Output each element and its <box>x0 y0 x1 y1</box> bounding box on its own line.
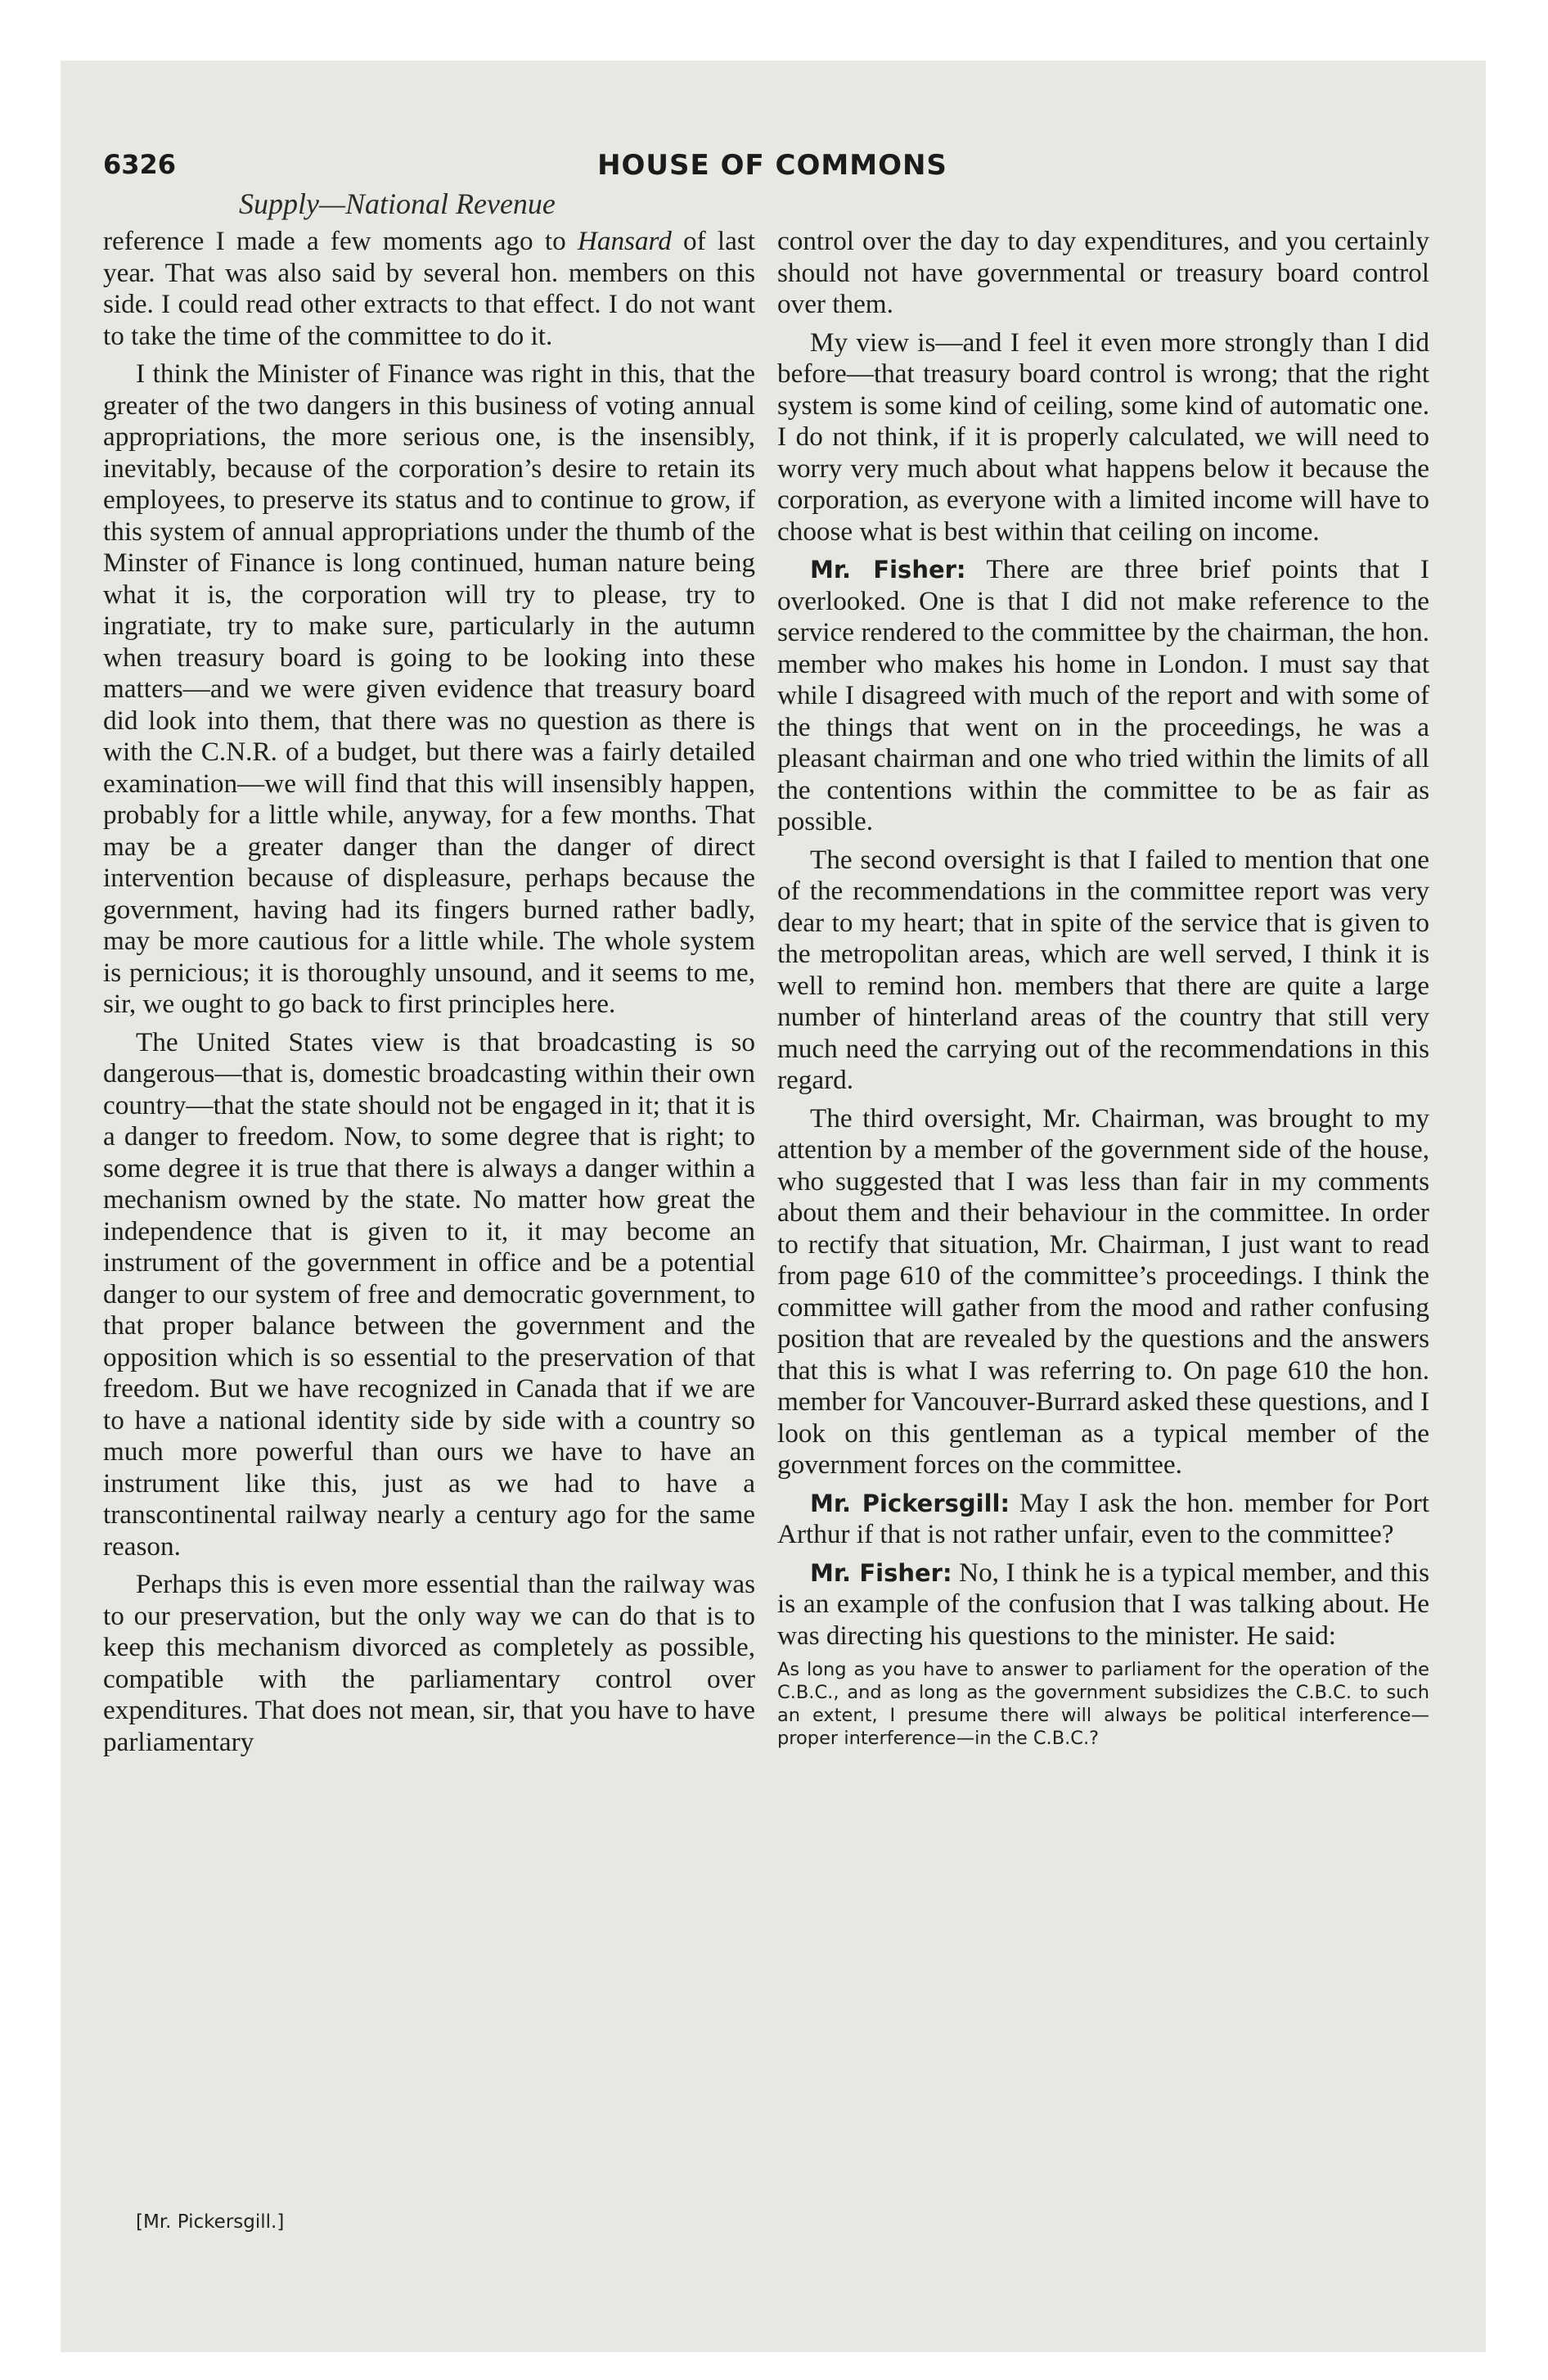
hansard-italic: Hansard <box>577 226 672 256</box>
paragraph: The third oversight, Mr. Chairman, was brought to my attention by a member of the government side of the house, who suggested that I was less than fair in my comments about them and their behaviour in the committee. In order to rectify that situation, Mr. Chairman, I just want to read from page 610 of the committee’s proceedings. I think the committee will gather from the mood and rather confusing position that are revealed by the questions and the answers that this is what I was referring to. On page 610 the hon. member for Vancouver-Burrard asked these questions, and I look on this gentleman as a typical member of the government forces on the committee. <box>777 1102 1429 1480</box>
paragraph: The United States view is that broadcasting is so dangerous—that is, domestic broadcasting within their own country—that the state should not be engaged in it; that it is a danger to freedom. Now, to some degree that is right; to some degree it is true that there is always a danger within a mechanism owned by the state. No matter how great the independence that is given to it, it may become an instrument of the government in office and be a potential danger to our system of free and democratic government, to that proper balance between the government and the opposition which is so essential to the preservation of that freedom. But we have recognized in Canada that if we are to have a national identity side by side with a country so much more powerful than ours we have to have an instrument like this, just as we had to have a transcontinental railway nearly a century ago for the same reason. <box>103 1026 755 1562</box>
block-quote: As long as you have to answer to parliament for the operation of the C.B.C., and as long as the government subsidizes the C.B.C. to such an extent, I presume there will always be political interference—proper interference—in the C.B.C.? <box>777 1659 1429 1749</box>
paragraph: I think the Minister of Finance was right in this, that the greater of the two dangers in this business of voting annual appropriations, the more serious one, is the insensibly, inevitably, because of the corporation’s desire to retain its employees, to preserve its status and to continue to grow, if this system of annual appropriations under the thumb of the Minster of Finance is long continued, human nature being what it is, the corporation will try to please, try to ingratiate, try to make sure, particularly in the autumn when treasury board is going to be looking into these matters—and we were given evidence that treasury board did look into them, that there was no question as there is with the C.N.R. of a budget, but there was a fairly detailed examination—we will find that this will insensibly happen, probably for a little while, anyway, for a few months. That may be a greater danger than the danger of direct intervention because of displeasure, perhaps because the government, having had its fingers burned rather badly, may be more cautious for a little while. The whole system is pernicious; it is thoroughly unsound, and it seems to me, sir, we ought to go back to first principles here. <box>103 358 755 1019</box>
paragraph: Perhaps this is even more essential than the railway was to our preservation, but the only way we can do that is to keep this mechanism divorced as completely as possible, compatible with the parliamentary control over expenditures. That does not mean, sir, that you have to have parliamentary <box>103 1569 755 1757</box>
text-run: reference I made a few moments ago to <box>103 226 578 256</box>
paragraph: control over the day to day expenditures, and you certainly should not have governmental or treasury board control over them. <box>777 226 1429 319</box>
page-number: 6326 <box>103 149 177 180</box>
speaker-label: Mr. Fisher: <box>810 1558 952 1587</box>
text-run: No, I think he is a typical member, and this is an example of the confusion that I was talking about. He was directing his questions to the minister. He said: <box>777 1557 1429 1651</box>
running-head-title: HOUSE OF COMMONS <box>597 149 947 182</box>
paragraph <box>777 1557 1429 1652</box>
text-run: May I ask the hon. member for Port Arthur if that is not rather unfair, even to the committee? <box>777 1487 1429 1549</box>
speaker-label: Mr. Pickersgill: <box>810 1489 1010 1517</box>
paragraph: The second oversight is that I failed to mention that one of the recommendations in the committee report was very dear to my heart; that in spite of the service that is given to the metropolitan areas, which are well served, I think it is well to remind hon. members that there are quite a large number of hinterland areas of the country that still very much need the carrying out of the recommendations in this regard. <box>777 844 1429 1095</box>
text-run: There are three brief points that I overlooked. One is that I did not make reference to the service rendered to the committee by the chairman, the hon. member who makes his home in London. I must say that while I disagreed with much of the report and with some of the things that went on in the proceedings, he was a pleasant chairman and one who tried within the limits of all the contentions within the committee to be as fair as possible. <box>777 554 1429 836</box>
paragraph <box>103 226 755 352</box>
section-subtitle: Supply—National Revenue <box>239 187 556 220</box>
paragraph: My view is—and I feel it even more strongly than I did before—that treasury board control is wrong; that the right system is some kind of ceiling, some kind of automatic one. I do not think, if it is properly calculated, we will need to worry very much about what happens below it because the corporation, as everyone with a limited income will have to choose what is best within that ceiling on income. <box>777 327 1429 547</box>
text-run: of last year. That was also said by several hon. members on this side. I could read other extracts to that effect. I do not want to take the time of the committee to do it. <box>103 226 755 351</box>
footer-note: [Mr. Pickersgill.] <box>136 2211 285 2233</box>
left-column <box>103 226 755 1765</box>
paragraph <box>777 554 1429 838</box>
speaker-label: Mr. Fisher: <box>810 556 966 584</box>
paragraph <box>777 1488 1429 1551</box>
right-column <box>777 226 1429 1756</box>
